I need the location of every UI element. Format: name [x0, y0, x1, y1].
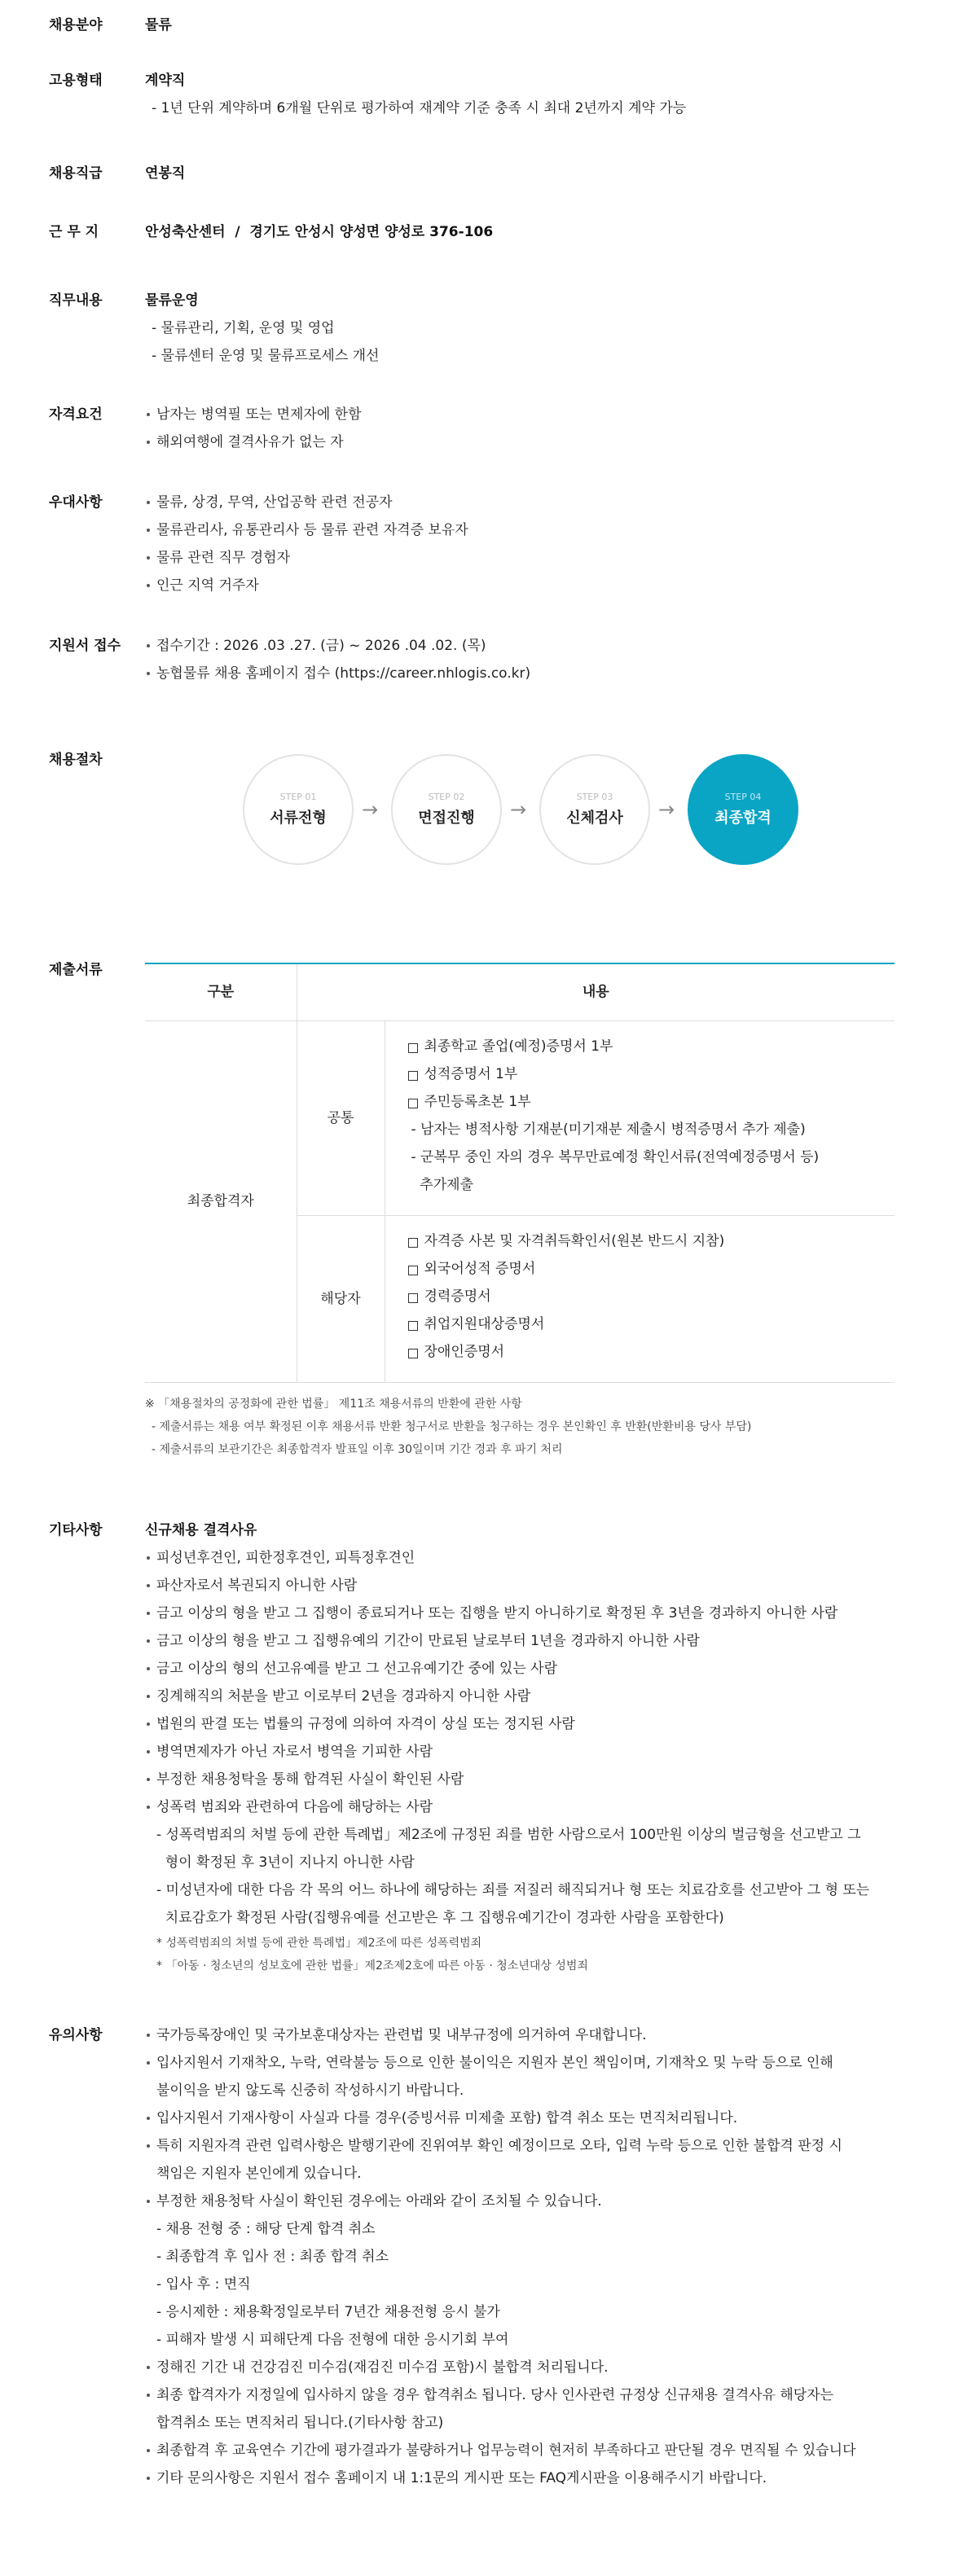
step-1: [243, 754, 354, 865]
row-label-target: 해당자: [297, 1215, 385, 1382]
doc-item: 성적증명서 1부: [405, 1060, 895, 1088]
arrow-right-icon: →: [658, 798, 675, 821]
caution-line: 특히 지원자격 관련 입력사항은 발행기관에 진위여부 확인 예정이므로 오타, 입력 누락 등으로 인한 불합격 판정 시: [145, 2132, 911, 2160]
etc-item: 금고 이상의 형을 받고 그 집행이 종료되거나 또는 집행을 받지 아니하기로 확정된 후 3년을 경과하지 아니한 사람: [145, 1600, 911, 1627]
doc-item: 자격증 사본 및 자격취득확인서(원본 반드시 지참): [405, 1227, 895, 1255]
doc-item: 최종학교 졸업(예정)증명서 1부: [405, 1033, 895, 1060]
caution-line: - 최종합격 후 입사 전 : 최종 합격 취소: [156, 2249, 389, 2265]
section-label: 제출서류: [49, 962, 103, 978]
caution-line: - 입사 후 : 면직: [156, 2276, 251, 2293]
docs-notes: [145, 1393, 911, 1461]
caution-line: - 채용 전형 중 : 해당 단계 합격 취소: [156, 2221, 376, 2237]
step-2: [391, 754, 502, 865]
rank-value: 연봉직: [145, 165, 186, 182]
section-label: 근 무 지: [49, 224, 99, 240]
etc-item: 병역면제자가 아닌 자로서 병역을 기피한 사람: [145, 1738, 911, 1766]
section-label: 우대사항: [49, 494, 103, 511]
caution-line: 국가등록장애인 및 국가보훈대상자는 관련법 및 내부규정에 의거하여 우대합니다.: [145, 2021, 911, 2049]
section-label: 채용직급: [49, 165, 103, 182]
duty-value: 물류운영: [145, 292, 199, 309]
step-number: STEP 01: [279, 792, 317, 802]
pref-item: 물류관리사, 유통관리사 등 물류 관련 자격증 보유자: [145, 516, 911, 544]
etc-sub: 형이 확정된 후 3년이 지나지 아니한 사람: [156, 1854, 415, 1871]
etc-item: 부정한 채용청탁을 통해 합격된 사실이 확인된 사람: [145, 1766, 911, 1793]
section-label: 채용절차: [49, 752, 103, 768]
apply-period: 접수기간 : 2026 .03 .27. (금) ~ 2026 .04 .02. (목): [145, 632, 911, 660]
etc-sub: - 미성년자에 대한 다음 각 목의 어느 하나에 해당하는 죄를 저질러 해직되거나 형 또는 치료감호를 선고받아 그 형 또는: [156, 1882, 870, 1898]
section-label: 지원서 접수: [49, 638, 121, 654]
step-number: STEP 02: [428, 792, 465, 802]
etc-item: 피성년후견인, 피한정후견인, 피특정후견인: [145, 1544, 911, 1572]
common-docs: [385, 1020, 895, 1215]
etc-sub: 치료감호가 확정된 사람(집행유예를 선고받은 후 그 집행유예기간이 경과한 사람을 포함한다): [156, 1910, 724, 1926]
step-title: 면접진행: [418, 810, 475, 827]
qual-item: 남자는 병역필 또는 면제자에 한함: [145, 401, 911, 428]
caution-line: 부정한 채용청탁 사실이 확인된 경우에는 아래와 같이 조치될 수 있습니다.: [145, 2188, 911, 2215]
caution-line: 입사지원서 기재착오, 누락, 연락불능 등으로 인한 불이익은 지원자 본인 책임이며, 기재착오 및 누락 등으로 인해: [145, 2049, 911, 2077]
pref-item: 인근 지역 거주자: [145, 572, 911, 599]
pref-item: 물류, 상경, 무역, 산업공학 관련 전공자: [145, 489, 911, 516]
etc-item: 징계해직의 처분을 받고 이로부터 2년을 경과하지 아니한 사람: [145, 1683, 911, 1710]
step-title: 서류전형: [270, 810, 327, 827]
step-title: 최종합격: [714, 810, 772, 827]
etc-item: 파산자로서 복권되지 아니한 사람: [145, 1572, 911, 1600]
employ-value: 계약직: [145, 72, 186, 89]
section-label: 직무내용: [49, 292, 103, 309]
caution-line: - 피해자 발생 시 피해단계 다음 전형에 대한 응시기회 부여: [156, 2332, 509, 2348]
docs-table: [145, 963, 895, 1383]
employ-detail: - 1년 단위 계약하며 6개월 단위로 평가하여 재계약 기준 충족 시 최대 2년까지 계약 가능: [152, 100, 687, 116]
note-line: - 제출서류는 채용 여부 확정된 이후 채용서류 반환 청구서로 반환을 청구하는 경우 본인확인 후 반환(반환비용 당사 부담): [152, 1420, 752, 1433]
doc-sub: 추가제출: [411, 1176, 473, 1193]
caution-line: 기타 문의사항은 지원서 접수 홈페이지 내 1:1문의 게시판 또는 FAQ게시판을 이용해주시기 바랍니다.: [145, 2464, 911, 2492]
section-label: 고용형태: [49, 72, 103, 89]
location-value: 안성축산센터 / 경기도 안성시 양성면 양성로 376-106: [145, 224, 494, 240]
step-4: [688, 754, 798, 865]
caution-line: 합격취소 또는 면직처리 됩니다.(기타사항 참고): [156, 2415, 444, 2431]
step-3: [539, 754, 650, 865]
step-title: 신체검사: [566, 810, 623, 827]
arrow-right-icon: →: [362, 798, 379, 821]
section-label: 채용분야: [49, 17, 103, 33]
etc-note: * 「아동 · 청소년의 성보호에 관한 법률」제2조제2호에 따른 아동 · 청소년대상 성범죄: [156, 1959, 588, 1973]
caution-line: 책임은 지원자 본인에게 있습니다.: [156, 2166, 362, 2182]
process-steps: [243, 754, 813, 868]
note-line: - 제출서류의 보관기간은 최종합격자 발표일 이후 30일이며 기간 경과 후 파기 처리: [152, 1442, 563, 1456]
duty-line: - 물류관리, 기획, 운영 및 영업: [152, 320, 335, 336]
etc-sub: - 성폭력범죄의 처벌 등에 관한 특례법」제2조에 규정된 죄를 범한 사람으로서 100만원 이상의 벌금형을 선고받고 그: [156, 1827, 861, 1843]
field-value: 물류: [145, 17, 172, 33]
duty-line: - 물류센터 운영 및 물류프로세스 개선: [152, 348, 380, 364]
caution-line: 최종합격 후 교육연수 기간에 평가결과가 불량하거나 업무능력이 현저히 부족하다고 판단될 경우 면직될 수 있습니다: [145, 2437, 911, 2464]
table-row: [145, 1020, 895, 1215]
caution-line: 불이익을 받지 않도록 신중히 작성하시기 바랍니다.: [156, 2082, 464, 2099]
doc-item: 장애인증명서: [405, 1338, 895, 1366]
section-process: [0, 746, 954, 868]
etc-title: 신규채용 결격사유: [145, 1522, 257, 1538]
group-final-passers: 최종합격자: [145, 1020, 297, 1382]
doc-item: 주민등록초본 1부: [405, 1088, 895, 1116]
pref-item: 물류 관련 직무 경험자: [145, 544, 911, 572]
section-label: 기타사항: [49, 1522, 103, 1538]
caution-line: 최종 합격자가 지정일에 입사하지 않을 경우 합격취소 됩니다. 당사 인사관련 규정상 신규채용 결격사유 해당자는: [145, 2381, 911, 2409]
etc-item: 성폭력 범죄와 관련하여 다음에 해당하는 사람: [145, 1793, 911, 1821]
step-number: STEP 03: [576, 792, 613, 802]
caution-line: 입사지원서 기재사항이 사실과 다를 경우(증빙서류 미제출 포함) 합격 취소 또는 면직처리됩니다.: [145, 2104, 911, 2132]
col-header-content: 내용: [297, 963, 895, 1020]
section-label: 유의사항: [49, 2027, 103, 2043]
target-docs: [385, 1215, 895, 1382]
doc-sub: - 남자는 병적사항 기재분(미기재분 제출시 병적증명서 추가 제출): [411, 1121, 806, 1138]
note-line: ※ 「채용절차의 공정화에 관한 법률」 제11조 채용서류의 반환에 관한 사항: [145, 1397, 522, 1411]
etc-item: 금고 이상의 형의 선고유예를 받고 그 선고유예기간 중에 있는 사람: [145, 1655, 911, 1683]
col-header-category: 구분: [145, 963, 297, 1020]
etc-item: 법원의 판결 또는 법률의 규정에 의하여 자격이 상실 또는 정지된 사람: [145, 1710, 911, 1738]
etc-note: * 성폭력범죄의 처벌 등에 관한 특례법」제2조에 따른 성폭력범죄: [156, 1937, 482, 1950]
doc-sub: - 군복무 중인 자의 경우 복무만료예정 확인서류(전역예정증명서 등): [411, 1148, 820, 1165]
step-number: STEP 04: [724, 792, 762, 802]
caution-line: 정해진 기간 내 건강검진 미수검(재검진 미수검 포함)시 불합격 처리됩니다.: [145, 2354, 911, 2381]
caution-line: - 응시제한 : 채용확정일로부터 7년간 채용전형 응시 불가: [156, 2304, 500, 2320]
arrow-right-icon: →: [510, 798, 527, 821]
doc-item: 취업지원대상증명서: [405, 1310, 895, 1338]
apply-site-link[interactable]: 농협물류 채용 홈페이지 접수 (https://career.nhlogis.co.kr): [145, 660, 911, 687]
caution-list: [145, 2021, 911, 2492]
doc-item: 경력증명서: [405, 1283, 895, 1310]
section-label: 자격요건: [49, 406, 103, 423]
row-label-common: 공통: [297, 1020, 385, 1215]
etc-item: 금고 이상의 형을 받고 그 집행유예의 기간이 만료된 날로부터 1년을 경과하지 아니한 사람: [145, 1627, 911, 1655]
doc-item: 외국어성적 증명서: [405, 1255, 895, 1283]
qual-item: 해외여행에 결격사유가 없는 자: [145, 428, 911, 456]
